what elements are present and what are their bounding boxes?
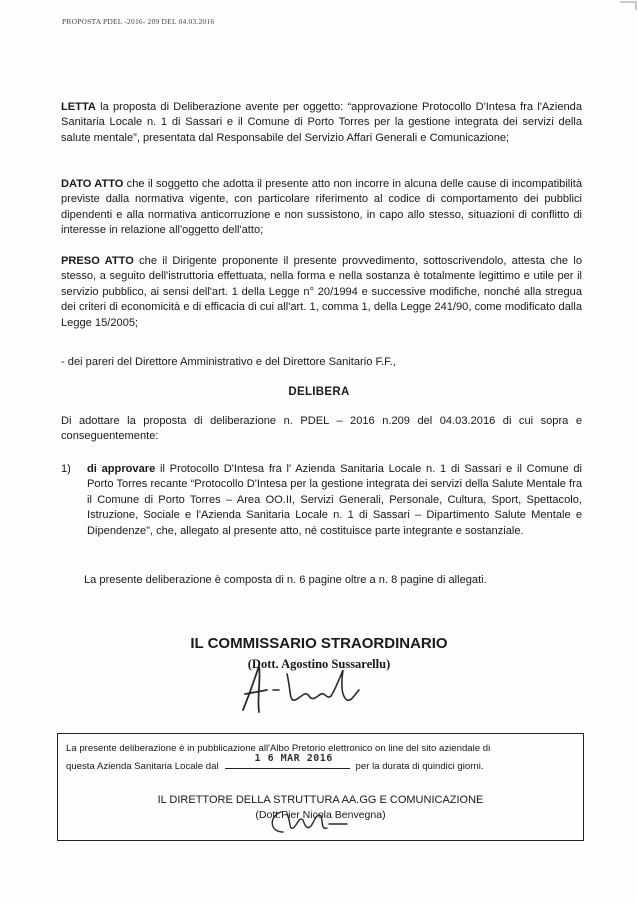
signatory-name: (Dott. Agostino Sussarellu)	[247, 657, 391, 671]
text-letta: la proposta di Deliberazione avente per oggetto: “approvazione Protocollo D'Intesa fra l'Azienda Sanitaria Locale n. 1 di Sassari e il Comune di Porto Torres per la gestione integrata dei servizi della salute mentale”, presentata dal Responsabile del Servizio Affari Generali e Comunicazione;	[61, 101, 582, 144]
item-number: 1)	[61, 463, 71, 475]
paragraph-adopt: Di adottare la proposta di deliberazione n. PDEL – 2016 n.209 del 04.03.2016 di cui sopra e conseguentemente:	[61, 415, 582, 443]
paragraph-pareri: - dei pareri del Direttore Amministrativo e del Direttore Sanitario F.F.,	[61, 356, 396, 368]
keyword-preso-atto: PRESO ATTO	[61, 255, 134, 267]
paragraph-preso-atto	[61, 254, 582, 331]
signatory-role: IL COMMISSARIO STRAORDINARIO	[190, 635, 448, 652]
publication-box	[57, 733, 584, 841]
handwritten-signature	[235, 660, 365, 720]
publication-date-field	[225, 753, 350, 769]
publication-date-stamp: 1 6 MAR 2016	[254, 753, 333, 764]
scan-corner-mark	[618, 0, 638, 12]
publication-line-2	[66, 753, 576, 772]
director-signature	[263, 802, 363, 838]
item-body: il Protocollo D'Intesa fra l' Azienda Sanitaria Locale n. 1 di Sassari e il Comune di Porto Torres recante “Protocollo D'Intesa per la gestione integrata dei servizi della Salute Mentale fra il Comune di Porto Torres – Area OO.II, Servizi Generali, Personale, Cultura, Sport, Spettacolo, Istruzione, Sociale e l'Azienda Sanitaria Locale n. 1 di Sassari – Dipartimento Salute Mentale e Dipendenze”, che, allegato al presente atto, né costituisce parte integrante e sostanziale.	[87, 463, 582, 537]
keyword-letta: LETTA	[61, 101, 96, 113]
publication-line-2-prefix: questa Azienda Sanitaria Locale dal	[66, 761, 219, 772]
proposal-header: PROPOSTA PDEL -2016- 209 DEL 04.03.2016	[62, 17, 215, 26]
paragraph-letta	[61, 100, 582, 146]
paragraph-dato-atto	[61, 177, 582, 239]
text-dato-atto: che il soggetto che adotta il presente atto non incorre in alcuna delle cause di incompatibilità previste dalla normativa vigente, con particolare riferimento al codice di comportamento dei pubblici dipendenti e alla normativa anticorruzione e non sussistono, in capo allo stesso, situazioni di conflitto di interesse in relazione all'oggetto dell'atto;	[61, 178, 582, 237]
item-text	[87, 462, 582, 539]
item-keyword: di approvare	[87, 463, 156, 475]
keyword-dato-atto: DATO ATTO	[61, 178, 124, 190]
composition-note: La presente deliberazione è composta di n. 6 pagine oltre a n. 8 pagine di allegati.	[84, 574, 487, 586]
publication-line-1: La presente deliberazione è in pubblicazione all'Albo Pretorio elettronico on line del sito aziendale di	[66, 743, 491, 754]
delibera-title: DELIBERA	[288, 386, 350, 398]
publication-line-2-suffix: per la durata di quindici giorni.	[355, 761, 484, 772]
director-name: (Dott.Pier Nicola Benvegna)	[255, 809, 386, 821]
text-preso-atto: che il Dirigente proponente il presente provvedimento, sottoscrivendolo, attesta che lo stesso, a seguito dell'istruttoria effettuata, nella forma e nella sostanza è totalmente legittimo e utile per il servizio pubblico, ai sensi dell'art. 1 della Legge n° 20/1994 e successive modifiche, nonché alla stregua dei criteri di economicità e di efficacia di cui all'art. 1, comma 1, della Legge 241/90, come modificato dalla Legge 15/2005;	[61, 255, 582, 329]
director-role: IL DIRETTORE DELLA STRUTTURA AA.GG E COMUNICAZIONE	[157, 794, 484, 806]
